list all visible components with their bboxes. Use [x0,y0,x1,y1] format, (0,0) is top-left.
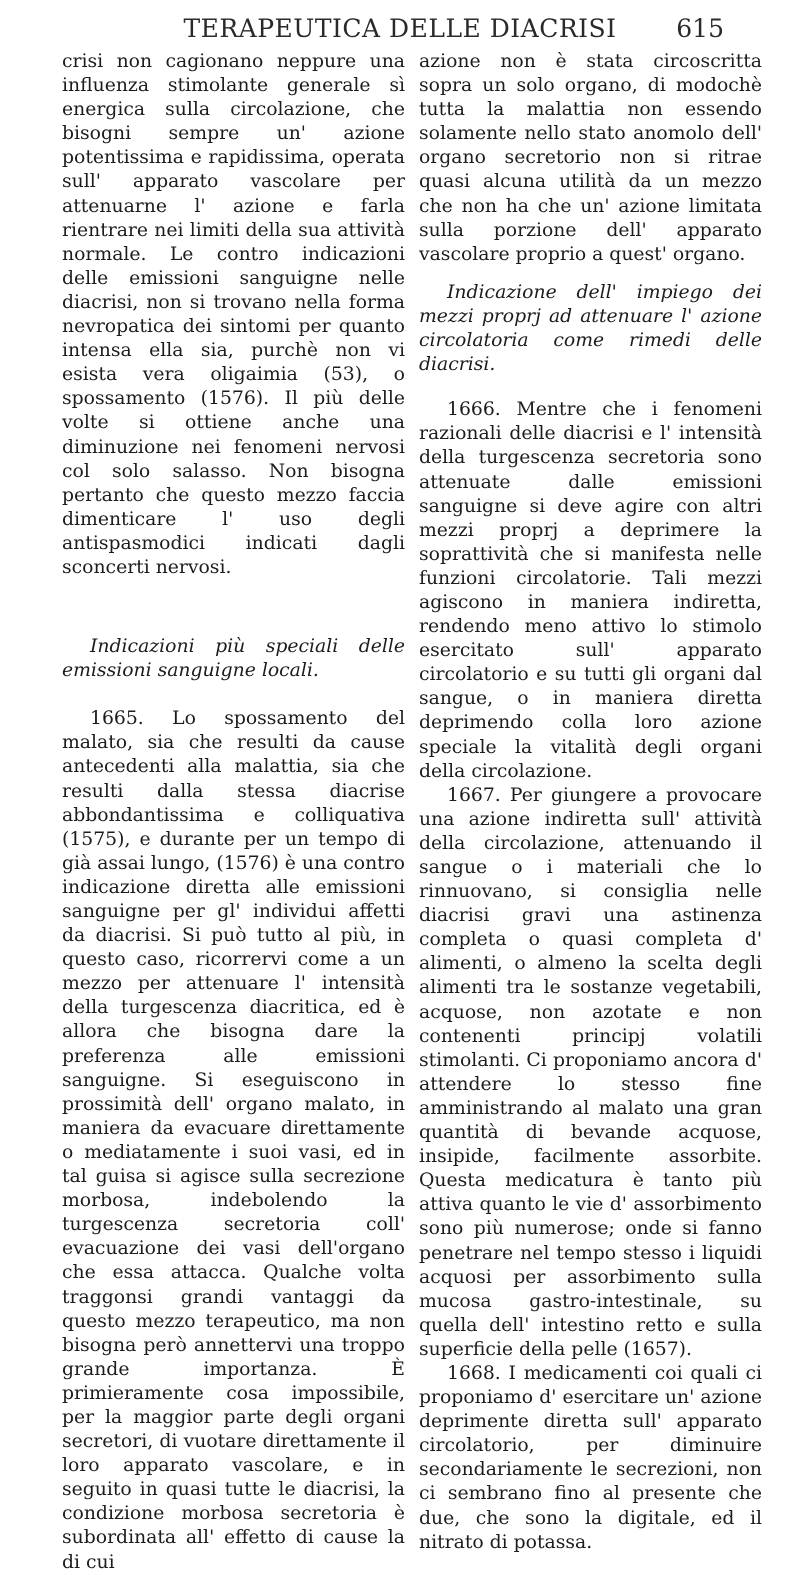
paragraph-1665: 1665. Lo spossamento del malato, sia che resulti da cause antecedenti alla malattia, sia che resulti dalla stessa diacrise abbondantissima e colliquativa (1575), e durante per un tempo di già assai lungo, (1576) è una contro indicazione diretta alle emissioni sanguigne per gl' individui affetti da diacrisi. Si può tutto al più, in questo caso, ricorrervi come a un mezzo per attenuare l' intensità della turgescenza diacritica, ed è allora che bisogna dare la preferenza alle emissioni sanguigne. Si eseguiscono in prossimità dell' organo malato, in maniera da evacuare direttamente o mediatamente i suoi vasi, ed in tal guisa si agisce sulla secrezione morbosa, indebolendo la turgescenza secretoria coll' evacuazione dei vasi dell'organo che essa attacca. Qualche volta traggonsi grandi vantaggi da questo mezzo terapeutico, ma non bisogna però annettervi una troppo grande importanza. È primieramente cosa impossibile, per la maggior parte degli organi secretori, di vuotare direttamente il loro apparato vascolare, e in seguito in quasi tutte le diacrisi, la condizione morbosa secretoria è subordinata all' effetto di cause la di cui [62,708,405,1573]
running-head [0,14,800,48]
page-number: 615 [676,14,724,43]
running-title: TERAPEUTICA DELLE DIACRISI [183,14,617,43]
section-heading-circulatory-means: Indicazione dell' impiego dei mezzi proprj ad attenuare l' azione circolatoria come rimedi delle diacrisi. [419,281,762,376]
paragraph-continuation: crisi non cagionano neppure una influenza stimolante generale sì energica sulla circolazione, che bisogni sempre un' azione potentissima e rapidissima, operata sull' apparato vascolare per attenuarne l' azione e farla rientrare nei limiti della sua attività normale. Le contro indicazioni delle emissioni sanguigne nelle diacrisi, non si trovano nella forma nevropatica dei sintomi per quanto intensa ella sia, purchè non vi esista vera oligaimia (53), o spossamento (1576). Il più delle volte si ottiene anche una diminuzione nei fenomeni nervosi col solo salasso. Non bisogna pertanto che questo mezzo faccia dimenticare l' uso degli antispasmodici indicati dagli sconcerti nervosi. [62,51,405,578]
paragraph-1666: 1666. Mentre che i fenomeni razionali delle diacrisi e l' intensità della turgescenza secretoria sono attenuate dalle emissioni sanguigne si deve agire con altri mezzi proprj a deprimere la soprattività che si manifesta nelle funzioni circolatorie. Tali mezzi agiscono in maniera indiretta, rendendo meno attivo lo stimolo esercitato sull' apparato circolatorio e su tutti gli organi dal sangue, o in maniera diretta deprimendo colla loro azione speciale la vitalità degli organi della circolazione. [419,399,762,782]
right-column [419,50,762,1555]
paragraph-1667: 1667. Per giungere a provocare una azione indiretta sull' attività della circolazione, attenuando il sangue o i materiali che lo rinnuovano, si consiglia nelle diacrisi gravi una astinenza completa o quasi completa d' alimenti, o almeno la scelta degli alimenti tra le sostanze vegetabili, acquose, non azotate e non contenenti principj volatili stimolanti. Ci proponiamo ancora d' attendere lo stesso fine amministrando al malato una gran quantità di bevande acquose, insipide, facilmente assorbite. Questa medicatura è tanto più attiva quanto le vie d' assorbimento sono più numerose; onde si fanno penetrare nel tempo stesso i liquidi acquosi per assorbimento sulla mucosa gastro-intestinale, su quella dell' intestino retto e sulla superficie della pelle (1657). [419,784,762,1360]
paragraph-1668: 1668. I medicamenti coi quali ci proponiamo d' esercitare un' azione deprimente diretta sull' apparato circolatorio, per diminuire secondariamente le secrezioni, non ci sembrano fino al presente che due, che sono la digitale, ed il nitrato di potassa. [419,1362,762,1553]
section-heading-local-bloodletting: Indicazioni più speciali delle emissioni sanguigne locali. [62,636,405,682]
left-column [62,50,405,1575]
paragraph-continuation-right: azione non è stata circoscritta sopra un solo organo, di modochè tutta la malattia non essendo solamente nello stato anomolo dell' organo secretorio non si ritrae quasi alcuna utilità da un mezzo che non ha che un' azione limitata sulla porzione dell' apparato vascolare proprio a quest' organo. [419,51,762,265]
